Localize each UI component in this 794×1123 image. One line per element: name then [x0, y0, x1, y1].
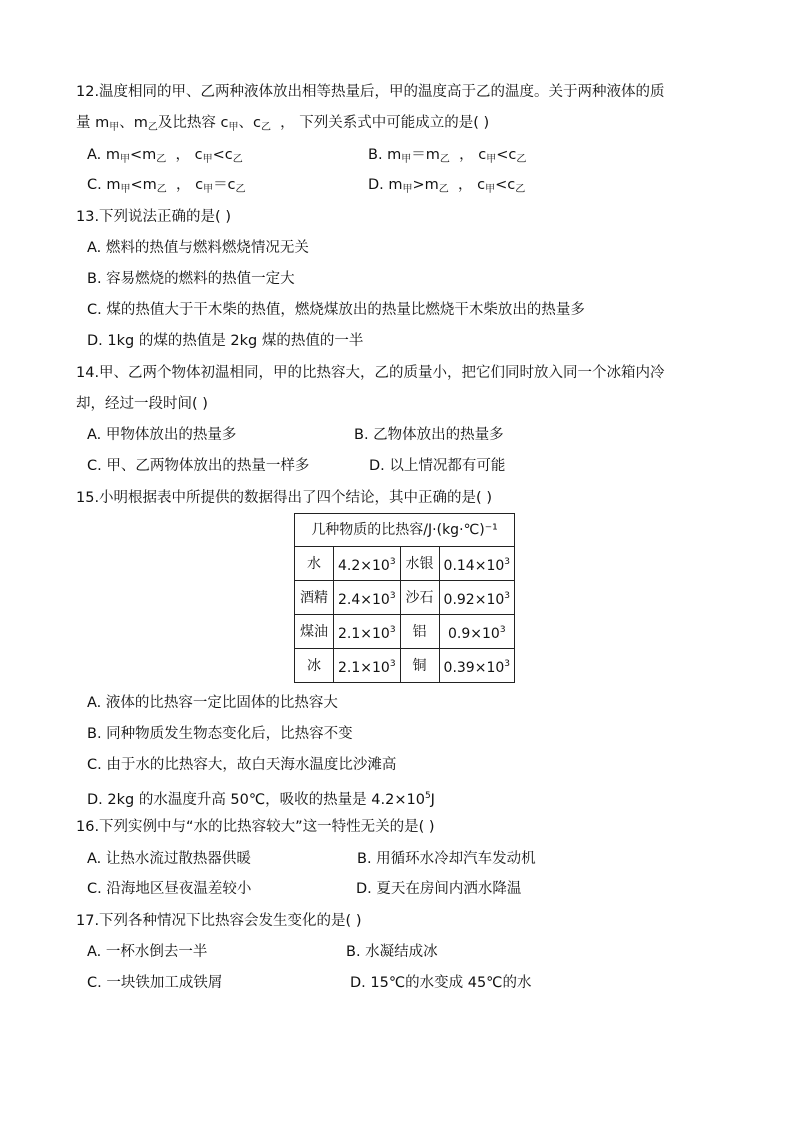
table-cell: 煤油 — [295, 615, 334, 649]
q12-stem-line1: 12.温度相同的甲、乙两种液体放出相等热量后，甲的温度高于乙的温度。关于两种液体的质 — [76, 84, 665, 100]
q13-option-a[interactable]: A. 燃料的热值与燃料燃烧情况无关 — [87, 240, 309, 256]
q12-c-label: C. m — [87, 177, 121, 193]
q17-option-d[interactable]: D. 15℃的水变成 45℃的水 — [350, 975, 532, 991]
table-cell — [439, 547, 514, 581]
q12-sub: 甲 — [402, 184, 413, 195]
q12-b-rel1: ＝m — [411, 147, 440, 163]
table-caption-row — [295, 514, 515, 547]
table-cell: 水 — [295, 547, 334, 581]
q12-option-b[interactable] — [368, 145, 526, 170]
q12-stem-line2 — [76, 113, 489, 138]
q12-a-rel1: <m — [130, 147, 157, 163]
q12-sub: 乙 — [260, 122, 271, 133]
cell-exponent: 3 — [389, 590, 396, 601]
table-cell — [334, 581, 401, 615]
cell-exponent: 3 — [389, 624, 396, 635]
q13-option-c[interactable]: C. 煤的热值大于干木柴的热值，燃烧煤放出的热量比燃烧干木柴放出的热量多 — [87, 302, 585, 318]
q12-text: ， 下列关系式中可能成立的是( ) — [280, 115, 490, 131]
q12-a-rel2: <c — [212, 147, 233, 163]
table-row — [295, 649, 515, 683]
q17-stem: 17.下列各种情况下比热容会发生变化的是( ) — [76, 913, 362, 929]
q15-d-text: D. 2kg 的水温度升高 50℃，吸收的热量是 4.2×10 — [87, 792, 425, 808]
q14-option-c[interactable]: C. 甲、乙两物体放出的热量一样多 — [87, 458, 310, 474]
table-cell — [439, 649, 514, 683]
q12-a-label: A. m — [87, 147, 121, 163]
q15-option-d[interactable] — [87, 786, 435, 810]
q12-b-label: B. m — [368, 147, 402, 163]
q17-option-a[interactable]: A. 一杯水倒去一半 — [87, 944, 208, 960]
table-cell: 水银 — [400, 547, 439, 581]
q15-d-exponent: 5 — [424, 791, 431, 801]
q16-option-d[interactable]: D. 夏天在房间内洒水降温 — [356, 881, 522, 897]
table-cell: 铜 — [400, 649, 439, 683]
table-cell: 冰 — [295, 649, 334, 683]
cell-value: 2.1×10 — [338, 659, 390, 676]
q12-d-rel1: >m — [412, 177, 439, 193]
q12-sub: 乙 — [516, 154, 527, 165]
q12-sub: 乙 — [515, 184, 526, 195]
specific-heat-table — [294, 513, 515, 683]
cell-value: 2.1×10 — [338, 625, 390, 642]
cell-value: 0.92×10 — [443, 591, 505, 608]
q12-sub: 甲 — [202, 154, 213, 165]
q12-option-d[interactable] — [368, 175, 525, 200]
q16-option-b[interactable]: B. 用循环水冷却汽车发动机 — [357, 851, 536, 867]
q12-c-rel2: ＝c — [213, 177, 236, 193]
table-cell — [334, 615, 401, 649]
q17-option-c[interactable]: C. 一块铁加工成铁屑 — [87, 975, 223, 991]
q12-sub: 乙 — [147, 122, 158, 133]
q12-b-rel2: <c — [496, 147, 517, 163]
cell-value: 4.2×10 — [338, 557, 390, 574]
table-cell — [334, 649, 401, 683]
q15-stem: 15.小明根据表中所提供的数据得出了四个结论，其中正确的是( ) — [76, 490, 492, 506]
cell-exponent: 3 — [504, 658, 510, 669]
q12-sub: 乙 — [232, 154, 243, 165]
q12-d-label: D. m — [368, 177, 403, 193]
q12-option-a[interactable] — [87, 145, 243, 170]
q12-text: 量 m — [76, 115, 110, 131]
q12-sub: 甲 — [203, 184, 214, 195]
q12-sub: 乙 — [438, 184, 449, 195]
cell-exponent: 3 — [504, 590, 510, 601]
q15-option-a[interactable]: A. 液体的比热容一定比固体的比热容大 — [87, 695, 338, 711]
q15-d-unit: J — [430, 792, 435, 808]
q12-a-mid: ， c — [175, 147, 203, 163]
cell-exponent: 3 — [389, 556, 396, 567]
table-caption: 几种物质的比热容/J·(kg·℃)⁻¹ — [295, 514, 515, 547]
table-row — [295, 547, 515, 581]
q12-option-c[interactable] — [87, 175, 246, 200]
q12-sub: 乙 — [235, 184, 246, 195]
cell-value: 0.9×10 — [448, 625, 500, 642]
cell-value: 2.4×10 — [338, 591, 390, 608]
q12-sub: 甲 — [120, 154, 131, 165]
table-cell: 酒精 — [295, 581, 334, 615]
q17-option-b[interactable]: B. 水凝结成冰 — [346, 944, 438, 960]
q13-option-b[interactable]: B. 容易燃烧的燃料的热值一定大 — [87, 271, 295, 287]
q12-sub: 乙 — [439, 154, 450, 165]
q12-b-mid: ， c — [459, 147, 487, 163]
q13-option-d[interactable]: D. 1kg 的煤的热值是 2kg 煤的热值的一半 — [87, 333, 364, 349]
q14-option-a[interactable]: A. 甲物体放出的热量多 — [87, 427, 237, 443]
table-row — [295, 615, 515, 649]
q12-d-rel2: <c — [495, 177, 516, 193]
table-cell — [439, 615, 514, 649]
q12-sub: 乙 — [156, 184, 167, 195]
q12-text: 及比热容 c — [157, 115, 229, 131]
table-row — [295, 581, 515, 615]
table-cell — [334, 547, 401, 581]
cell-exponent: 3 — [499, 624, 506, 635]
q12-sub: 甲 — [109, 122, 120, 133]
table-cell — [439, 581, 514, 615]
q12-c-rel1: <m — [130, 177, 157, 193]
q12-sub: 乙 — [156, 154, 167, 165]
q12-sub: 甲 — [401, 154, 412, 165]
cell-exponent: 3 — [389, 658, 396, 669]
q12-d-mid: ， c — [458, 177, 486, 193]
cell-value: 0.14×10 — [443, 557, 505, 574]
q12-sub: 甲 — [486, 154, 497, 165]
q13-stem: 13.下列说法正确的是( ) — [76, 209, 231, 225]
q12-sub: 甲 — [485, 184, 496, 195]
q16-stem: 16.下列实例中与“水的比热容较大”这一特性无关的是( ) — [76, 819, 435, 835]
q14-option-b[interactable]: B. 乙物体放出的热量多 — [354, 427, 504, 443]
cell-exponent: 3 — [504, 556, 510, 567]
q12-sub: 甲 — [120, 184, 131, 195]
q14-stem-line1: 14.甲、乙两个物体初温相同，甲的比热容大，乙的质量小，把它们同时放入同一个冰箱内冷 — [76, 365, 665, 381]
q12-c-mid: ， c — [175, 177, 204, 193]
cell-value: 0.39×10 — [443, 659, 505, 676]
q12-text: 、c — [238, 115, 261, 131]
q15-option-c[interactable]: C. 由于水的比热容大，故白天海水温度比沙滩高 — [87, 757, 397, 773]
q14-option-d[interactable]: D. 以上情况都有可能 — [369, 458, 506, 474]
q12-sub: 甲 — [228, 122, 239, 133]
q16-option-c[interactable]: C. 沿海地区昼夜温差较小 — [87, 881, 252, 897]
q12-text: 、m — [119, 115, 148, 131]
table-cell: 铝 — [400, 615, 439, 649]
q15-option-b[interactable]: B. 同种物质发生物态变化后，比热容不变 — [87, 726, 353, 742]
q16-option-a[interactable]: A. 让热水流过散热器供暖 — [87, 851, 251, 867]
q14-stem-line2: 却，经过一段时间( ) — [76, 396, 208, 412]
table-cell: 沙石 — [400, 581, 439, 615]
